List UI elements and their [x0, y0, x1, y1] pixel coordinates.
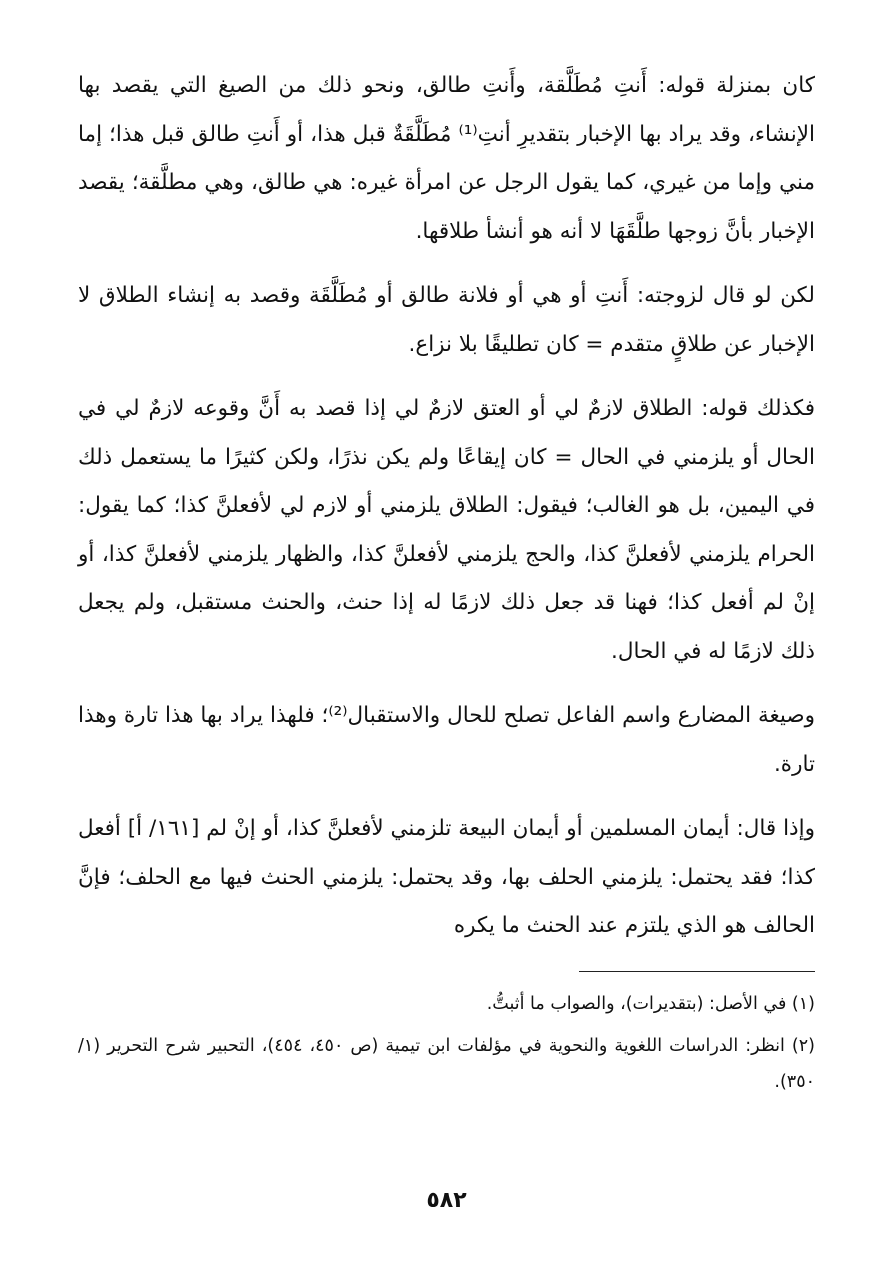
footnote-2: (٢) انظر: الدراسات اللغوية والنحوية في مؤلفات ابن تيمية (ص ٤٥٠، ٤٥٤)، التحبير شرح التحرير (١/ ٣٥٠).	[78, 1035, 815, 1092]
paragraph-5: وإذا قال: أيمان المسلمين أو أيمان البيعة تلزمني لأفعلنَّ كذا، أو إنْ لم [١٦١/ أ] أفعل كذا؛ فقد يحتمل: يلزمني الحلف بها، وقد يحتمل: يلزمني الحنث فيها مع الحلف؛ فإنَّ الحالف هو الذي يلتزم عند الحنث ما يكره	[78, 816, 815, 938]
paragraph-3: فكذلك قوله: الطلاق لازمٌ لي أو العتق لازمٌ لي إذا قصد به أَنَّ وقوعه لازمٌ لي في الحال أو يلزمني في الحال = كان إيقاعًا ولم يكن نذرًا، ولكن كثيرًا ما يستعمل ذلك في اليمين، بل هو الغالب؛ فيقول: الطلاق يلزمني أو لازم لي لأفعلنَّ كذا؛ كما يقول: الحرام يلزمني لأفعلنَّ كذا، والحج يلزمني لأفعلنَّ كذا، والظهار يلزمني لأفعلنَّ كذا، أو إنْ لم أفعل كذا؛ فهنا قد جعل ذلك لازمًا له إذا حنث، والحنث مستقبل، ولم يجعل ذلك لازمًا له في الحال.	[78, 396, 815, 664]
footnote-1: (١) في الأصل: (بتقديرات)، والصواب ما أثبتُّ.	[486, 993, 815, 1014]
main-text	[78, 62, 815, 951]
paragraph-4: وصيغة المضارع واسم الفاعل تصلح للحال والاستقبال⁽²⁾؛ فلهذا يراد بها هذا تارة وهذا تارة.	[78, 703, 815, 777]
footnotes	[78, 986, 815, 1100]
paragraph-2: لكن لو قال لزوجته: أَنتِ أو هي أو فلانة طالق أو مُطَلَّقَة وقصد به إنشاء الطلاق لا الإخبار عن طلاقٍ متقدم = كان تطليقًا بلا نزاع.	[78, 283, 815, 357]
paragraph-1: كان بمنزلة قوله: أَنتِ مُطَلَّقة، وأَنتِ طالق، ونحو ذلك من الصيغ التي يقصد بها الإنشاء، وقد يراد بها الإخبار بتقديرِ أنتِ⁽¹⁾ مُطَلَّقَةٌ قبل هذا، أو أَنتِ طالق قبل هذا؛ إما مني وإما من غيري، كما يقول الرجل عن امرأة غيره: هي طالق، وهي مطلَّقة؛ يقصد الإخبار بأنَّ زوجها طلَّقَهَا لا أنه هو أنشأ طلاقها.	[78, 73, 815, 244]
footnote-divider	[579, 971, 815, 972]
page-number: ٥٨٢	[426, 1188, 467, 1213]
